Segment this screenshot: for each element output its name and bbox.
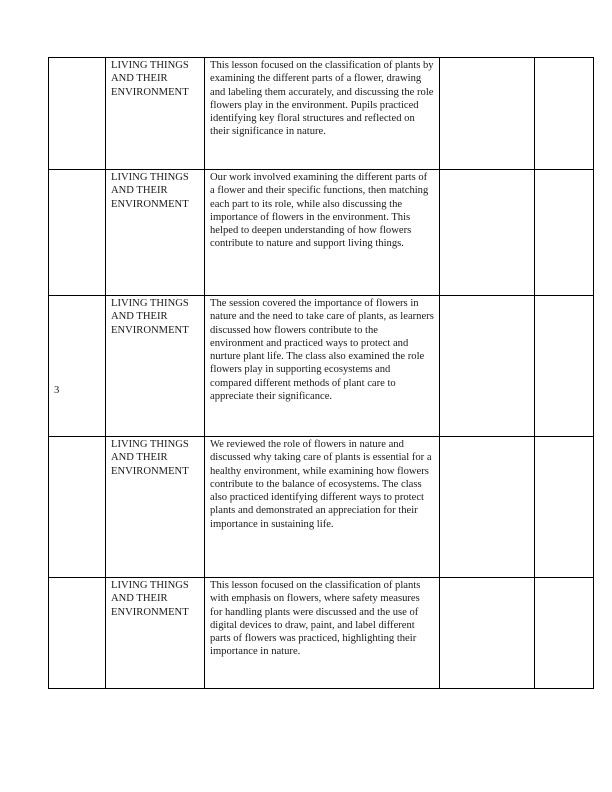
table-row	[49, 578, 594, 689]
description-cell: Our work involved examining the different parts of a flower and their specific functions, then matching each part to its role, while also discussing the importance of flowers in the environment. This helped to deepen understanding of how flowers contribute to nature and support living things.	[205, 170, 440, 296]
blank-cell	[535, 170, 594, 296]
strand-cell: LIVING THINGS AND THEIR ENVIRONMENT	[106, 578, 205, 689]
blank-cell	[440, 58, 535, 170]
table-row	[49, 170, 594, 296]
blank-cell	[535, 578, 594, 689]
blank-cell	[535, 437, 594, 578]
table-row	[49, 296, 594, 437]
blank-cell	[440, 296, 535, 437]
description-cell: This lesson focused on the classification of plants with emphasis on flowers, where safety measures for handling plants were discussed and the use of digital devices to draw, paint, and label different parts of flowers was practiced, highlighting their importance in nature.	[205, 578, 440, 689]
blank-cell	[440, 437, 535, 578]
week-cell	[49, 170, 106, 296]
table-row	[49, 58, 594, 170]
blank-cell	[535, 58, 594, 170]
week-cell: 3	[49, 437, 106, 578]
table-row	[49, 437, 594, 578]
strand-cell: LIVING THINGS AND THEIR ENVIRONMENT	[106, 296, 205, 437]
strand-cell: LIVING THINGS AND THEIR ENVIRONMENT	[106, 58, 205, 170]
blank-cell	[440, 578, 535, 689]
lesson-log-table	[48, 57, 594, 689]
strand-cell: LIVING THINGS AND THEIR ENVIRONMENT	[106, 437, 205, 578]
description-cell: The session covered the importance of flowers in nature and the need to take care of plants, as learners discussed how flowers contribute to the environment and practiced ways to protect and nurture plant life. The class also examined the role flowers play in supporting ecosystems and compared different methods of plant care to appreciate their significance.	[205, 296, 440, 437]
week-cell	[49, 58, 106, 170]
blank-cell	[535, 296, 594, 437]
blank-cell	[440, 170, 535, 296]
description-cell: This lesson focused on the classification of plants by examining the different parts of a flower, drawing and labeling them accurately, and discussing the role flowers play in the environment. Pupils practiced identifying key floral structures and reflected on their significance in nature.	[205, 58, 440, 170]
week-cell	[49, 578, 106, 689]
description-cell: We reviewed the role of flowers in nature and discussed why taking care of plants is essential for a healthy environment, while examining how flowers contribute to the balance of ecosystems. The class also practiced identifying different ways to protect plants and demonstrated an appreciation for their importance in sustaining life.	[205, 437, 440, 578]
week-cell	[49, 296, 106, 437]
strand-cell: LIVING THINGS AND THEIR ENVIRONMENT	[106, 170, 205, 296]
